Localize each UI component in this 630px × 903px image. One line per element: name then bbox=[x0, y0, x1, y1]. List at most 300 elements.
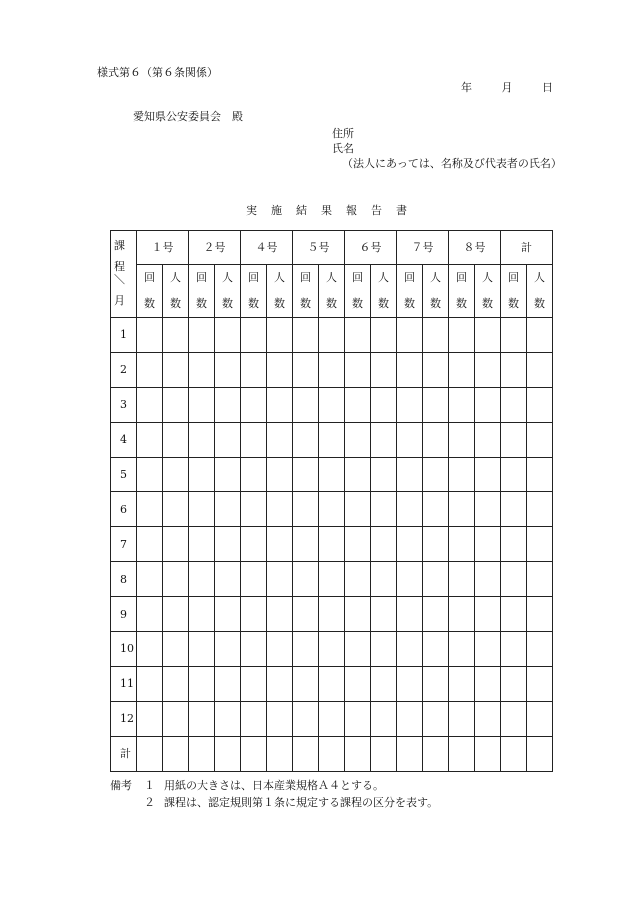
subheader-char: 回 bbox=[456, 271, 467, 284]
entry-cell[interactable] bbox=[215, 736, 241, 771]
entry-cell[interactable] bbox=[267, 666, 293, 701]
entry-cell[interactable] bbox=[475, 387, 501, 422]
entry-cell[interactable] bbox=[215, 527, 241, 562]
entry-cell[interactable] bbox=[345, 701, 371, 736]
entry-cell[interactable] bbox=[371, 492, 397, 527]
entry-cell[interactable] bbox=[501, 422, 527, 457]
entry-cell[interactable] bbox=[449, 422, 475, 457]
row-label: 12 bbox=[111, 701, 137, 736]
corner-diagonal: ＼ bbox=[114, 273, 125, 287]
entry-cell[interactable] bbox=[319, 457, 345, 492]
corporate-note: （法人にあっては、名称及び代表者の氏名） bbox=[342, 157, 562, 170]
entry-cell[interactable] bbox=[293, 527, 319, 562]
entry-cell[interactable] bbox=[501, 562, 527, 597]
entry-cell[interactable] bbox=[163, 597, 189, 632]
entry-cell[interactable] bbox=[319, 666, 345, 701]
entry-cell[interactable] bbox=[189, 527, 215, 562]
entry-cell[interactable] bbox=[189, 736, 215, 771]
entry-cell[interactable] bbox=[215, 492, 241, 527]
people-subheader bbox=[215, 265, 241, 318]
entry-cell[interactable] bbox=[215, 318, 241, 353]
entry-cell[interactable] bbox=[501, 527, 527, 562]
entry-cell[interactable] bbox=[293, 492, 319, 527]
entry-cell[interactable] bbox=[137, 527, 163, 562]
entry-cell[interactable] bbox=[137, 736, 163, 771]
entry-cell[interactable] bbox=[267, 457, 293, 492]
remarks-line-2 bbox=[144, 794, 438, 810]
entry-cell[interactable] bbox=[163, 457, 189, 492]
entry-cell[interactable] bbox=[345, 562, 371, 597]
entry-cell[interactable] bbox=[345, 736, 371, 771]
entry-cell[interactable] bbox=[267, 701, 293, 736]
entry-cell[interactable] bbox=[319, 387, 345, 422]
entry-cell[interactable] bbox=[267, 597, 293, 632]
entry-cell[interactable] bbox=[137, 666, 163, 701]
entry-cell[interactable] bbox=[267, 422, 293, 457]
entry-cell[interactable] bbox=[371, 457, 397, 492]
entry-cell[interactable] bbox=[397, 736, 423, 771]
entry-cell[interactable] bbox=[319, 701, 345, 736]
entry-cell[interactable] bbox=[189, 632, 215, 667]
title-char: 報 bbox=[346, 204, 357, 217]
course-header: ４号 bbox=[241, 231, 293, 265]
entry-cell[interactable] bbox=[293, 666, 319, 701]
entry-cell[interactable] bbox=[163, 666, 189, 701]
entry-cell[interactable] bbox=[527, 597, 553, 632]
subheader-char: 数 bbox=[456, 297, 467, 310]
course-header: ５号 bbox=[293, 231, 345, 265]
entry-cell[interactable] bbox=[293, 422, 319, 457]
entry-cell[interactable] bbox=[137, 632, 163, 667]
course-header: ７号 bbox=[397, 231, 449, 265]
entry-cell[interactable] bbox=[241, 701, 267, 736]
remark-text: 用紙の大きさは、日本産業規格Ａ４とする。 bbox=[164, 779, 384, 792]
entry-cell[interactable] bbox=[423, 492, 449, 527]
times-subheader bbox=[241, 265, 267, 318]
entry-cell[interactable] bbox=[189, 387, 215, 422]
corner-month-label bbox=[114, 270, 125, 312]
subheader-char: 数 bbox=[404, 297, 415, 310]
entry-cell[interactable] bbox=[345, 387, 371, 422]
table-row bbox=[111, 666, 553, 701]
subheader-char: 数 bbox=[430, 297, 441, 310]
times-subheader bbox=[501, 265, 527, 318]
subheader-char: 回 bbox=[196, 271, 207, 284]
entry-cell[interactable] bbox=[527, 422, 553, 457]
times-subheader bbox=[189, 265, 215, 318]
entry-cell[interactable] bbox=[371, 597, 397, 632]
entry-cell[interactable] bbox=[241, 352, 267, 387]
entry-cell[interactable] bbox=[475, 701, 501, 736]
course-header: ２号 bbox=[189, 231, 241, 265]
entry-cell[interactable] bbox=[319, 318, 345, 353]
entry-cell[interactable] bbox=[163, 632, 189, 667]
report-title bbox=[246, 202, 421, 218]
table-row bbox=[111, 318, 553, 353]
entry-cell[interactable] bbox=[423, 562, 449, 597]
entry-cell[interactable] bbox=[397, 387, 423, 422]
entry-cell[interactable] bbox=[371, 736, 397, 771]
entry-cell[interactable] bbox=[163, 527, 189, 562]
course-header: １号 bbox=[137, 231, 189, 265]
entry-cell[interactable] bbox=[449, 352, 475, 387]
entry-cell[interactable] bbox=[189, 597, 215, 632]
entry-cell[interactable] bbox=[397, 318, 423, 353]
row-label: 7 bbox=[111, 527, 137, 562]
times-subheader bbox=[293, 265, 319, 318]
entry-cell[interactable] bbox=[215, 666, 241, 701]
entry-cell[interactable] bbox=[397, 632, 423, 667]
entry-cell[interactable] bbox=[189, 457, 215, 492]
entry-cell[interactable] bbox=[345, 457, 371, 492]
entry-cell[interactable] bbox=[501, 666, 527, 701]
entry-cell[interactable] bbox=[267, 492, 293, 527]
entry-cell[interactable] bbox=[319, 597, 345, 632]
entry-cell[interactable] bbox=[241, 318, 267, 353]
entry-cell[interactable] bbox=[189, 492, 215, 527]
subheader-char: 人 bbox=[430, 271, 441, 284]
entry-cell[interactable] bbox=[267, 352, 293, 387]
entry-cell[interactable] bbox=[449, 562, 475, 597]
entry-cell[interactable] bbox=[241, 492, 267, 527]
entry-cell[interactable] bbox=[137, 562, 163, 597]
entry-cell[interactable] bbox=[163, 492, 189, 527]
title-char: 告 bbox=[371, 204, 382, 217]
subheader-char: 回 bbox=[248, 271, 259, 284]
year-label: 年 bbox=[461, 81, 472, 94]
entry-cell[interactable] bbox=[449, 457, 475, 492]
entry-cell[interactable] bbox=[423, 422, 449, 457]
table-row bbox=[111, 352, 553, 387]
entry-cell[interactable] bbox=[163, 562, 189, 597]
people-subheader bbox=[163, 265, 189, 318]
entry-cell[interactable] bbox=[397, 457, 423, 492]
month-label: 月 bbox=[501, 81, 513, 94]
row-label: 6 bbox=[111, 492, 137, 527]
entry-cell[interactable] bbox=[241, 457, 267, 492]
entry-cell[interactable] bbox=[527, 457, 553, 492]
entry-cell[interactable] bbox=[397, 701, 423, 736]
entry-cell[interactable] bbox=[241, 736, 267, 771]
subheader-char: 人 bbox=[274, 271, 285, 284]
entry-cell[interactable] bbox=[163, 422, 189, 457]
entry-cell[interactable] bbox=[527, 527, 553, 562]
entry-cell[interactable] bbox=[163, 387, 189, 422]
people-subheader bbox=[267, 265, 293, 318]
entry-cell[interactable] bbox=[423, 632, 449, 667]
entry-cell[interactable] bbox=[397, 562, 423, 597]
entry-cell[interactable] bbox=[267, 527, 293, 562]
subheader-char: 数 bbox=[508, 297, 519, 310]
remarks-label: 備考 bbox=[110, 779, 132, 792]
title-char: 書 bbox=[396, 204, 407, 217]
entry-cell[interactable] bbox=[189, 318, 215, 353]
subheader-char: 数 bbox=[326, 297, 337, 310]
entry-cell[interactable] bbox=[527, 318, 553, 353]
entry-cell[interactable] bbox=[423, 701, 449, 736]
entry-cell[interactable] bbox=[189, 422, 215, 457]
entry-cell[interactable] bbox=[371, 387, 397, 422]
entry-cell[interactable] bbox=[267, 736, 293, 771]
subheader-char: 数 bbox=[274, 297, 285, 310]
entry-cell[interactable] bbox=[189, 666, 215, 701]
table-row bbox=[111, 387, 553, 422]
row-label: 11 bbox=[111, 666, 137, 701]
corner-char: 課 bbox=[114, 239, 125, 252]
entry-cell[interactable] bbox=[345, 318, 371, 353]
entry-cell[interactable] bbox=[319, 527, 345, 562]
entry-cell[interactable] bbox=[241, 666, 267, 701]
subheader-char: 数 bbox=[352, 297, 363, 310]
remark-number: １ bbox=[144, 779, 155, 792]
entry-cell[interactable] bbox=[241, 527, 267, 562]
entry-cell[interactable] bbox=[501, 492, 527, 527]
entry-cell[interactable] bbox=[501, 701, 527, 736]
entry-cell[interactable] bbox=[189, 701, 215, 736]
entry-cell[interactable] bbox=[345, 597, 371, 632]
entry-cell[interactable] bbox=[449, 318, 475, 353]
entry-cell[interactable] bbox=[449, 387, 475, 422]
entry-cell[interactable] bbox=[423, 457, 449, 492]
entry-cell[interactable] bbox=[449, 736, 475, 771]
entry-cell[interactable] bbox=[319, 492, 345, 527]
entry-cell[interactable] bbox=[397, 492, 423, 527]
row-label: 計 bbox=[111, 736, 137, 771]
entry-cell[interactable] bbox=[345, 492, 371, 527]
entry-cell[interactable] bbox=[371, 318, 397, 353]
subheader-char: 人 bbox=[170, 271, 181, 284]
address-label: 住所 bbox=[332, 127, 354, 140]
entry-cell[interactable] bbox=[293, 387, 319, 422]
entry-cell[interactable] bbox=[449, 527, 475, 562]
entry-cell[interactable] bbox=[163, 352, 189, 387]
people-subheader bbox=[527, 265, 553, 318]
entry-cell[interactable] bbox=[345, 632, 371, 667]
entry-cell[interactable] bbox=[423, 666, 449, 701]
entry-cell[interactable] bbox=[215, 352, 241, 387]
entry-cell[interactable] bbox=[501, 736, 527, 771]
entry-cell[interactable] bbox=[267, 562, 293, 597]
entry-cell[interactable] bbox=[475, 492, 501, 527]
subheader-char: 回 bbox=[144, 271, 155, 284]
date-line bbox=[461, 79, 553, 95]
subheader-char: 回 bbox=[508, 271, 519, 284]
entry-cell[interactable] bbox=[527, 632, 553, 667]
entry-cell[interactable] bbox=[475, 527, 501, 562]
entry-cell[interactable] bbox=[319, 422, 345, 457]
entry-cell[interactable] bbox=[241, 597, 267, 632]
entry-cell[interactable] bbox=[475, 422, 501, 457]
entry-cell[interactable] bbox=[189, 352, 215, 387]
entry-cell[interactable] bbox=[475, 352, 501, 387]
times-subheader bbox=[345, 265, 371, 318]
entry-cell[interactable] bbox=[267, 387, 293, 422]
entry-cell[interactable] bbox=[371, 632, 397, 667]
entry-cell[interactable] bbox=[137, 387, 163, 422]
entry-cell[interactable] bbox=[449, 632, 475, 667]
entry-cell[interactable] bbox=[527, 492, 553, 527]
entry-cell[interactable] bbox=[527, 736, 553, 771]
entry-cell[interactable] bbox=[137, 492, 163, 527]
entry-cell[interactable] bbox=[293, 701, 319, 736]
entry-cell[interactable] bbox=[475, 457, 501, 492]
entry-cell[interactable] bbox=[501, 632, 527, 667]
people-subheader bbox=[371, 265, 397, 318]
subheader-char: 人 bbox=[326, 271, 337, 284]
entry-cell[interactable] bbox=[293, 597, 319, 632]
entry-cell[interactable] bbox=[527, 352, 553, 387]
entry-cell[interactable] bbox=[241, 632, 267, 667]
entry-cell[interactable] bbox=[241, 422, 267, 457]
row-label: 3 bbox=[111, 387, 137, 422]
entry-cell[interactable] bbox=[475, 632, 501, 667]
entry-cell[interactable] bbox=[475, 736, 501, 771]
table-row bbox=[111, 562, 553, 597]
entry-cell[interactable] bbox=[475, 318, 501, 353]
entry-cell[interactable] bbox=[137, 352, 163, 387]
entry-cell[interactable] bbox=[423, 597, 449, 632]
entry-cell[interactable] bbox=[215, 387, 241, 422]
entry-cell[interactable] bbox=[475, 562, 501, 597]
entry-cell[interactable] bbox=[423, 527, 449, 562]
subheader-char: 数 bbox=[222, 297, 233, 310]
entry-cell[interactable] bbox=[137, 457, 163, 492]
course-header: ８号 bbox=[449, 231, 501, 265]
entry-cell[interactable] bbox=[397, 666, 423, 701]
entry-cell[interactable] bbox=[163, 736, 189, 771]
entry-cell[interactable] bbox=[137, 422, 163, 457]
entry-cell[interactable] bbox=[137, 701, 163, 736]
entry-cell[interactable] bbox=[137, 318, 163, 353]
entry-cell[interactable] bbox=[345, 527, 371, 562]
entry-cell[interactable] bbox=[423, 387, 449, 422]
table-row bbox=[111, 527, 553, 562]
table-row bbox=[111, 422, 553, 457]
entry-cell[interactable] bbox=[267, 632, 293, 667]
entry-cell[interactable] bbox=[475, 597, 501, 632]
entry-cell[interactable] bbox=[371, 562, 397, 597]
entry-cell[interactable] bbox=[371, 701, 397, 736]
table-row bbox=[111, 632, 553, 667]
entry-cell[interactable] bbox=[137, 597, 163, 632]
entry-cell[interactable] bbox=[267, 318, 293, 353]
times-subheader bbox=[137, 265, 163, 318]
entry-cell[interactable] bbox=[319, 352, 345, 387]
entry-cell[interactable] bbox=[241, 387, 267, 422]
row-label: 4 bbox=[111, 422, 137, 457]
entry-cell[interactable] bbox=[293, 562, 319, 597]
title-char: 結 bbox=[296, 204, 307, 217]
corner-header bbox=[111, 231, 137, 318]
entry-cell[interactable] bbox=[475, 666, 501, 701]
subheader-char: 人 bbox=[378, 271, 389, 284]
entry-cell[interactable] bbox=[449, 492, 475, 527]
entry-cell[interactable] bbox=[163, 701, 189, 736]
row-label: 2 bbox=[111, 352, 137, 387]
entry-cell[interactable] bbox=[449, 666, 475, 701]
remark-number: ２ bbox=[144, 796, 155, 809]
entry-cell[interactable] bbox=[527, 562, 553, 597]
entry-cell[interactable] bbox=[371, 527, 397, 562]
entry-cell[interactable] bbox=[527, 387, 553, 422]
corner-char: 月 bbox=[114, 294, 125, 308]
entry-cell[interactable] bbox=[371, 422, 397, 457]
entry-cell[interactable] bbox=[345, 666, 371, 701]
table-row bbox=[111, 457, 553, 492]
entry-cell[interactable] bbox=[501, 387, 527, 422]
entry-cell[interactable] bbox=[293, 457, 319, 492]
subheader-char: 数 bbox=[170, 297, 181, 310]
entry-cell[interactable] bbox=[423, 318, 449, 353]
times-subheader bbox=[449, 265, 475, 318]
entry-cell[interactable] bbox=[501, 318, 527, 353]
subheader-char: 人 bbox=[222, 271, 233, 284]
entry-cell[interactable] bbox=[423, 736, 449, 771]
entry-cell[interactable] bbox=[501, 597, 527, 632]
entry-cell[interactable] bbox=[293, 736, 319, 771]
entry-cell[interactable] bbox=[215, 701, 241, 736]
entry-cell[interactable] bbox=[319, 632, 345, 667]
entry-cell[interactable] bbox=[163, 318, 189, 353]
entry-cell[interactable] bbox=[397, 597, 423, 632]
addressee: 愛知県公安委員会 殿 bbox=[133, 110, 243, 123]
people-subheader bbox=[475, 265, 501, 318]
entry-cell[interactable] bbox=[371, 352, 397, 387]
entry-cell[interactable] bbox=[501, 457, 527, 492]
entry-cell[interactable] bbox=[527, 701, 553, 736]
entry-cell[interactable] bbox=[397, 527, 423, 562]
table-row bbox=[111, 597, 553, 632]
entry-cell[interactable] bbox=[215, 457, 241, 492]
subheader-char: 数 bbox=[534, 297, 545, 310]
entry-cell[interactable] bbox=[371, 666, 397, 701]
entry-cell[interactable] bbox=[397, 352, 423, 387]
times-subheader bbox=[397, 265, 423, 318]
title-char: 実 bbox=[246, 204, 257, 217]
row-label: 5 bbox=[111, 457, 137, 492]
subheader-char: 人 bbox=[534, 271, 545, 284]
entry-cell[interactable] bbox=[501, 352, 527, 387]
entry-cell[interactable] bbox=[189, 562, 215, 597]
table-row bbox=[111, 736, 553, 771]
entry-cell[interactable] bbox=[293, 352, 319, 387]
subheader-char: 人 bbox=[482, 271, 493, 284]
entry-cell[interactable] bbox=[345, 352, 371, 387]
subheader-char: 数 bbox=[196, 297, 207, 310]
entry-cell[interactable] bbox=[215, 422, 241, 457]
people-subheader bbox=[319, 265, 345, 318]
entry-cell[interactable] bbox=[215, 632, 241, 667]
row-label: 8 bbox=[111, 562, 137, 597]
entry-cell[interactable] bbox=[345, 422, 371, 457]
entry-cell[interactable] bbox=[215, 562, 241, 597]
row-label: 10 bbox=[111, 632, 137, 667]
entry-cell[interactable] bbox=[319, 736, 345, 771]
entry-cell[interactable] bbox=[397, 422, 423, 457]
course-header: ６号 bbox=[345, 231, 397, 265]
entry-cell[interactable] bbox=[293, 318, 319, 353]
entry-cell[interactable] bbox=[319, 562, 345, 597]
people-subheader bbox=[423, 265, 449, 318]
entry-cell[interactable] bbox=[215, 597, 241, 632]
entry-cell[interactable] bbox=[449, 701, 475, 736]
entry-cell[interactable] bbox=[293, 632, 319, 667]
remark-text: 課程は、認定規則第１条に規定する課程の区分を表す。 bbox=[164, 796, 439, 809]
entry-cell[interactable] bbox=[423, 352, 449, 387]
entry-cell[interactable] bbox=[527, 666, 553, 701]
entry-cell[interactable] bbox=[449, 597, 475, 632]
entry-cell[interactable] bbox=[241, 562, 267, 597]
